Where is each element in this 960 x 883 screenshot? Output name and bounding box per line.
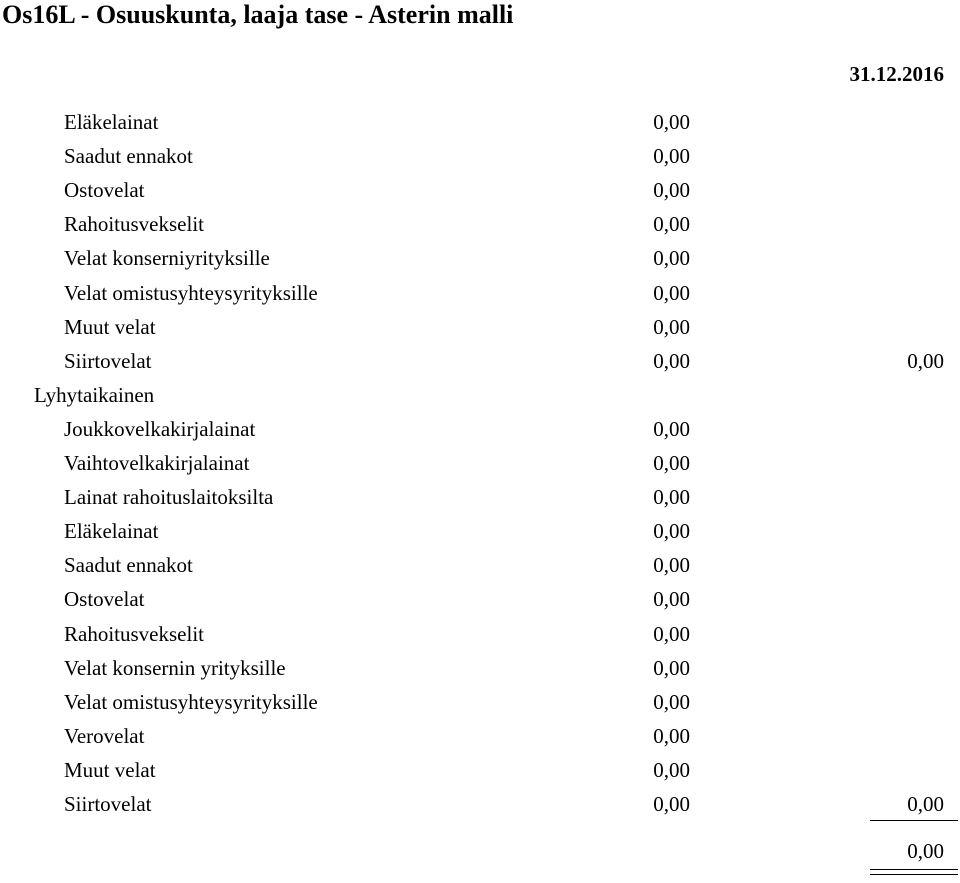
table-row <box>0 548 960 582</box>
row-value: 0,00 <box>653 519 690 543</box>
row-label: Saadut ennakot <box>64 553 193 577</box>
row-value: 0,00 <box>653 178 690 202</box>
row-label: Vaihtovelkakirjalainat <box>64 451 250 475</box>
section-heading <box>0 378 960 412</box>
row-label: Joukkovelkakirjalainat <box>64 417 256 441</box>
table-row <box>0 514 960 548</box>
section-label: Lyhytaikainen <box>34 383 155 407</box>
row-value: 0,00 <box>653 758 690 782</box>
row-label: Siirtovelat <box>64 792 152 816</box>
row-value: 0,00 <box>653 246 690 270</box>
row-value: 0,00 <box>653 656 690 680</box>
report-date: 31.12.2016 <box>849 62 944 86</box>
table-row <box>0 241 960 275</box>
table-row <box>0 310 960 344</box>
row-value: 0,00 <box>653 110 690 134</box>
row-value: 0,00 <box>653 315 690 339</box>
total-double-rule-bottom <box>870 874 958 875</box>
row-label: Eläkelainat <box>64 110 159 134</box>
table-row <box>0 685 960 719</box>
table-row <box>0 173 960 207</box>
row-label: Muut velat <box>64 758 156 782</box>
table-row <box>0 412 960 446</box>
row-value: 0,00 <box>653 792 690 816</box>
row-label: Velat konsernin yrityksille <box>64 656 286 680</box>
row-label: Velat omistusyhteysyrityksille <box>64 690 318 714</box>
row-value: 0,00 <box>653 724 690 748</box>
row-label: Velat omistusyhteysyrityksille <box>64 281 318 305</box>
table-row <box>0 582 960 616</box>
row-value: 0,00 <box>653 622 690 646</box>
report-title: Os16L - Osuuskunta, laaja tase - Asterin malli <box>2 0 514 29</box>
row-value: 0,00 <box>653 451 690 475</box>
row-label: Rahoitusvekselit <box>64 622 204 646</box>
row-value: 0,00 <box>653 485 690 509</box>
table-row <box>0 480 960 514</box>
row-label: Verovelat <box>64 724 145 748</box>
row-label: Lainat rahoituslaitoksilta <box>64 485 274 509</box>
row-label: Siirtovelat <box>64 349 152 373</box>
row-label: Rahoitusvekselit <box>64 212 204 236</box>
row-subtotal: 0,00 <box>907 349 944 373</box>
row-label: Ostovelat <box>64 178 145 202</box>
table-row <box>0 651 960 685</box>
row-value: 0,00 <box>653 144 690 168</box>
row-value: 0,00 <box>653 690 690 714</box>
table-row <box>0 753 960 787</box>
table-row <box>0 787 960 821</box>
row-subtotal: 0,00 <box>907 792 944 816</box>
table-row <box>0 719 960 753</box>
row-label: Saadut ennakot <box>64 144 193 168</box>
table-row <box>0 446 960 480</box>
table-row <box>0 207 960 241</box>
table-row <box>0 105 960 139</box>
row-label: Velat konserniyrityksille <box>64 246 270 270</box>
table-row <box>0 617 960 651</box>
subtotal-rule <box>870 820 958 821</box>
row-value: 0,00 <box>653 212 690 236</box>
table-row <box>0 344 960 378</box>
row-label: Eläkelainat <box>64 519 159 543</box>
row-value: 0,00 <box>653 349 690 373</box>
row-label: Ostovelat <box>64 587 145 611</box>
row-value: 0,00 <box>653 587 690 611</box>
row-label: Muut velat <box>64 315 156 339</box>
row-value: 0,00 <box>653 553 690 577</box>
table-row <box>0 139 960 173</box>
total-double-rule-top <box>870 869 958 870</box>
table-row <box>0 276 960 310</box>
grand-total: 0,00 <box>907 839 944 863</box>
row-value: 0,00 <box>653 417 690 441</box>
row-value: 0,00 <box>653 281 690 305</box>
